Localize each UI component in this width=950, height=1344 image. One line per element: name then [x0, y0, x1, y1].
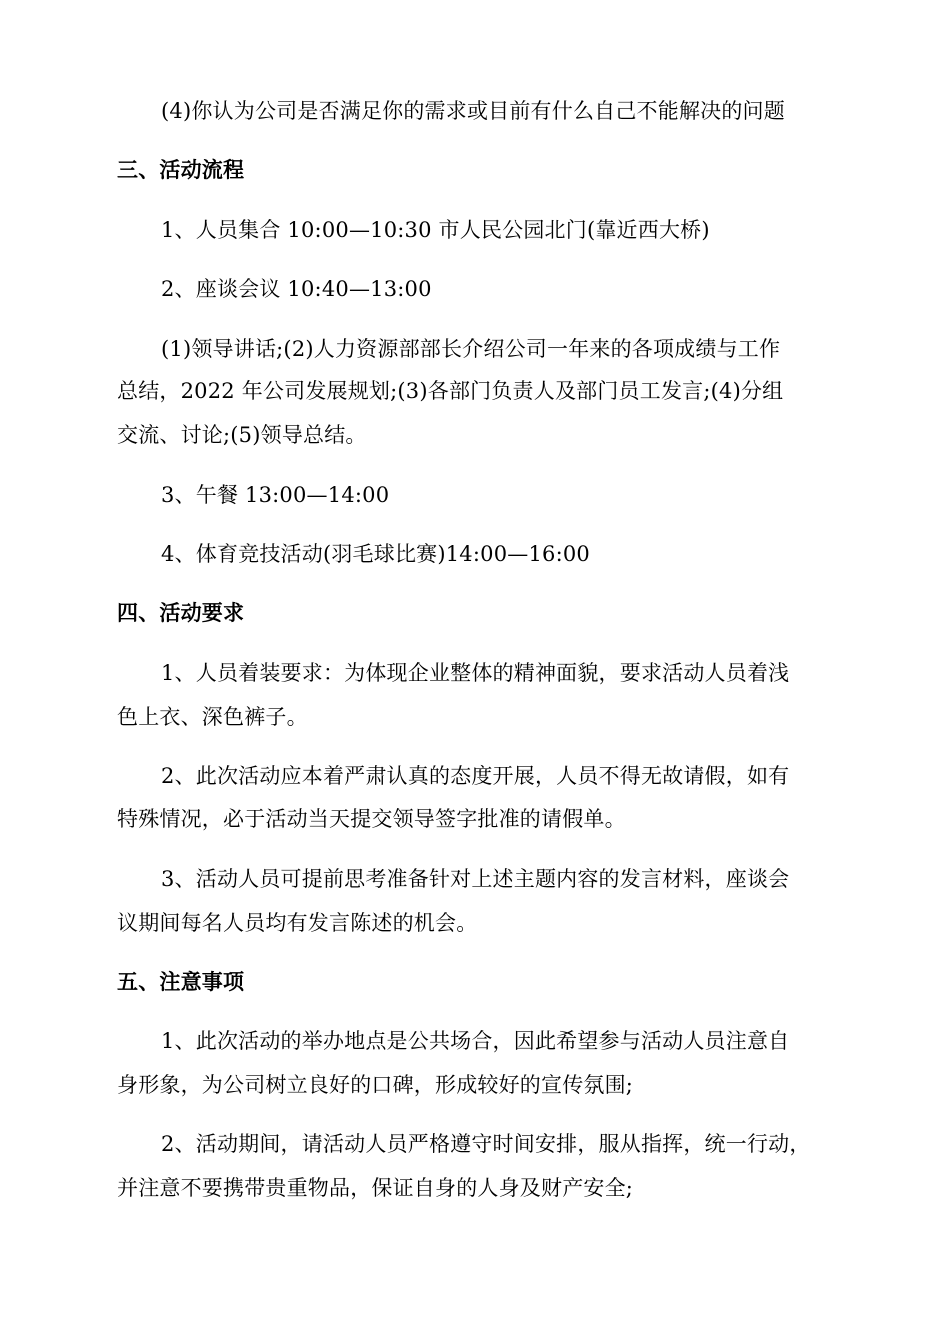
paragraph-line: 总结，2022 年公司发展规划;(3)各部门负责人及部门员工发言;(4)分组 [117, 379, 784, 403]
paragraph-line: 身形象，为公司树立良好的口碑，形成较好的宣传氛围; [117, 1073, 634, 1097]
paragraph-line: 1、人员集合 10:00—10:30 市人民公园北门(靠近西大桥) [161, 218, 710, 242]
paragraph-line: 4、体育竞技活动(羽毛球比赛)14:00—16:00 [161, 542, 590, 566]
section-heading: 五、注意事项 [117, 970, 245, 994]
paragraph-line: 2、活动期间，请活动人员严格遵守时间安排，服从指挥，统一行动， [161, 1132, 811, 1156]
paragraph-line: 3、午餐 13:00—14:00 [161, 483, 390, 507]
section-heading: 三、活动流程 [117, 158, 245, 182]
paragraph-line: 交流、讨论;(5)领导总结。 [117, 423, 367, 447]
paragraph-line: 并注意不要携带贵重物品，保证自身的人身及财产安全; [117, 1176, 634, 1200]
paragraph-line: 特殊情况，必于活动当天提交领导签字批准的请假单。 [117, 807, 626, 831]
paragraph-line: 1、此次活动的举办地点是公共场合，因此希望参与活动人员注意自 [161, 1029, 790, 1053]
paragraph-line: 2、此次活动应本着严肃认真的态度开展，人员不得无故请假，如有 [161, 764, 790, 788]
paragraph-line: 1、人员着装要求：为体现企业整体的精神面貌，要求活动人员着浅 [161, 661, 790, 685]
section-heading: 四、活动要求 [117, 601, 245, 625]
paragraph-line: (1)领导讲话;(2)人力资源部部长介绍公司一年来的各项成绩与工作 [161, 337, 781, 361]
paragraph-line: (4)你认为公司是否满足你的需求或目前有什么自己不能解决的问题 [161, 99, 785, 123]
paragraph-line: 2、座谈会议 10:40—13:00 [161, 277, 432, 301]
paragraph-line: 色上衣、深色裤子。 [117, 705, 308, 729]
paragraph-line: 议期间每名人员均有发言陈述的机会。 [117, 911, 478, 935]
paragraph-line: 3、活动人员可提前思考准备针对上述主题内容的发言材料，座谈会 [161, 867, 790, 891]
